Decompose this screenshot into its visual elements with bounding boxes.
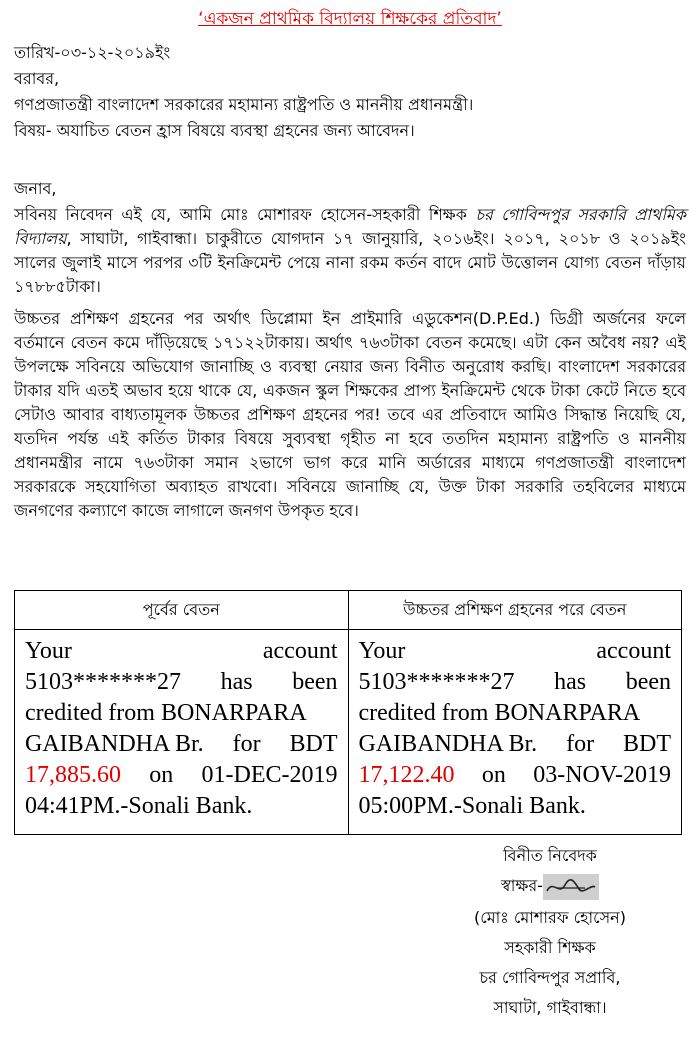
date-line: তারিখ-০৩-১২-২০১৯ইং (14, 43, 171, 62)
previous-salary-header: পূর্বের বেতন (15, 591, 348, 630)
post-training-amount: 17,122.40 (358, 762, 455, 788)
previous-salary-column (15, 591, 349, 834)
closing-line: বিনীত নিবেদক (503, 846, 597, 865)
post-training-salary-column (349, 591, 682, 834)
recipient-line: গণপ্রজাতন্ত্রী বাংলাদেশ সরকারের মহামান্য রাষ্ট্রপতি ও মাননীয় প্রধানমন্ত্রী। (14, 95, 474, 114)
signer-school: চর গোবিন্দপুর সপ্রাবি, (479, 968, 621, 987)
subject-line: বিষয়- অযাচিত বেতন হ্রাস বিষয়ে ব্যবস্থা গ্রহনের জন্য আবেদন। (14, 121, 415, 140)
document-title: ‘একজন প্রাথমিক বিদ্যালয় শিক্ষকের প্রতিবাদ’ (198, 9, 502, 29)
signer-name: (মোঃ মোশারফ হোসেন) (474, 908, 626, 927)
salary-comparison-table (14, 590, 682, 835)
signature-line: স্বাক্ষর- (420, 873, 680, 900)
post-training-salary-header: উচ্চতর প্রশিক্ষণ গ্রহনের পরে বেতন (349, 591, 682, 630)
post-training-sms-text: Your account 5103*******27 has been credited from BONARPARA GAIBANDHA Br. for BDT 17,122.40 on 03-NOV-2019 05:00PM.-Sonali Bank. (358, 638, 671, 819)
school-name-italic: চর গোবিন্দপুর সরকারি প্রাথমিক বিদ্যালয় (14, 205, 686, 248)
previous-sms-text: Your account 5103*******27 has been credited from BONARPARA GAIBANDHA Br. for BDT 17,885.60 on 01-DEC-2019 04:41PM.-Sonali Bank. (25, 638, 338, 819)
signer-designation: সহকারী শিক্ষক (504, 938, 596, 957)
paragraph-1: সবিনয় নিবেদন এই যে, আমি মোঃ মোশারফ হোসেন-সহকারী শিক্ষক চর গোবিন্দপুর সরকারি প্রাথমিক বিদ্যালয়, সাঘাটা, গাইবান্ধা। চাকুরীতে যোগদান ১৭ জানুয়ারি, ২০১৬ইং। ২০১৭, ২০১৮ ও ২০১৯ইং সালের জুলাই মাসে পরপর ৩টি ইনক্রিমেন্ট পেয়ে নানা রকম কর্তন বাদে মোট উত্তোলন যোগ্য বেতন দাঁড়ায় ১৭৮৮৫টাকা। (14, 205, 686, 296)
signature-image (543, 874, 599, 900)
salutation: জনাব, (14, 179, 57, 198)
to-label: বরাবর, (14, 69, 60, 88)
paragraph-2: উচ্চতর প্রশিক্ষণ গ্রহনের পর অর্থাৎ ডিপ্লোমা ইন প্রাইমারি এডুকেশন(D.P.Ed.) ডিগ্রী অর্জনের ফলে বর্তমানে বেতন কমে দাঁড়িয়েছে ১৭১২২টাকায়। অর্থাৎ ৭৬৩টাকা বেতন কমেছে। এটা কেন অবৈধ নয়? এই উপলক্ষে সবিনয়ে অভিযোগ জানাচ্ছি ও ব্যবস্থা নেয়ার জন্য বিনীত অনুরোধ করছি। বাংলাদেশ সরকারের টাকার যদি এতই অভাব হয়ে থাকে যে, একজন স্কুল শিক্ষকের প্রাপ্য ইনক্রিমেন্ট থেকে টাকা কেটে নিতে হবে সেটাও আবার বাধ্যতামূলক উচ্চতর প্রশিক্ষণ গ্রহনের পর! তবে এর প্রতিবাদে আমিও সিদ্ধান্ত নিয়েছি যে, যতদিন পর্যন্ত এই কর্তিত টাকার বিষয়ে সুব্যবস্থা গৃহীত না হবে ততদিন মহামান্য রাষ্ট্রপতি ও মাননীয় প্রধানমন্ত্রীর নামে ৭৬৩টাকা সমান ২ভাগে ভাগ করে মানি অর্ডারের মাধ্যমে গণপ্রজাতন্ত্রী বাংলাদেশ সরকারকে সহযোগিতা অব্যাহত রাখবো। সবিনয়ে জানাচ্ছি যে, উক্ত টাকা সরকারি তহবিলের মাধ্যমে জনগণের কল্যাণে কাজে লাগালে জনগণ উপকৃত হবে। (14, 309, 686, 520)
signer-location: সাঘাটা, গাইবান্ধা। (493, 998, 607, 1017)
previous-amount: 17,885.60 (25, 762, 121, 788)
